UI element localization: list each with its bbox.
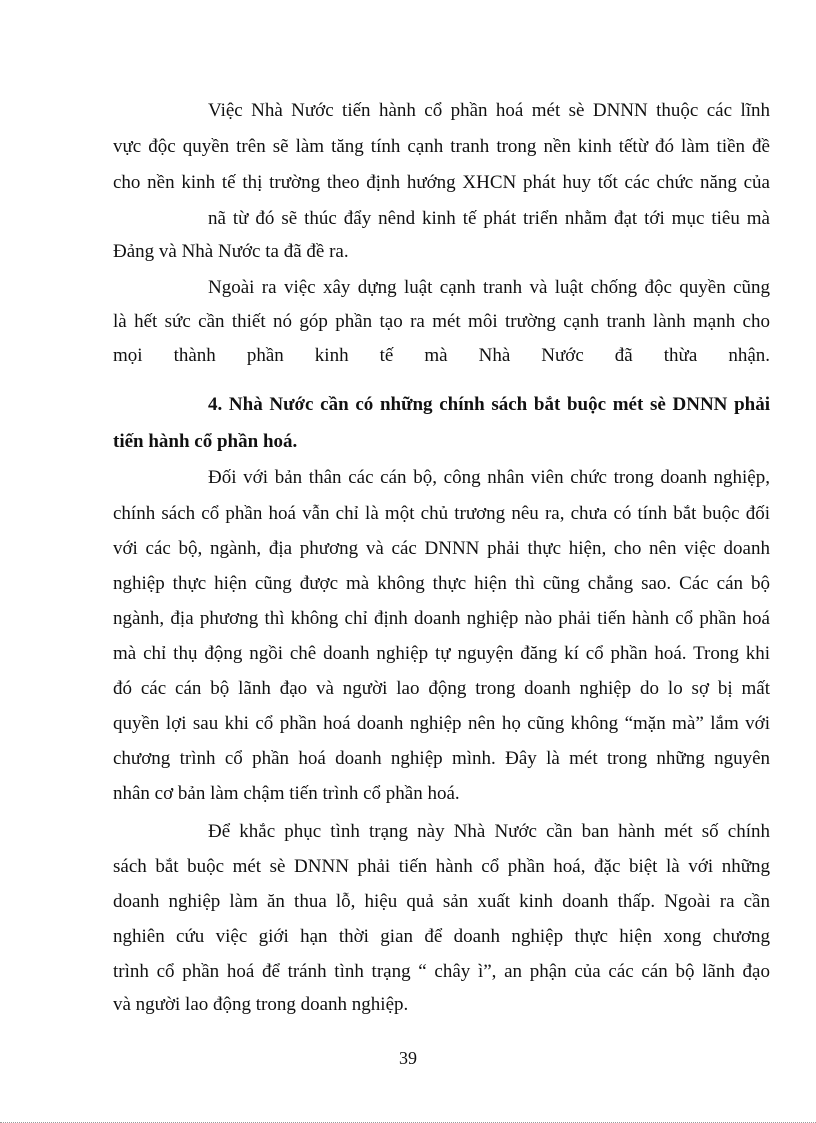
paragraph-3-line-6: mà chỉ thụ động ngồi chê doanh nghiệp tự nguyện đăng kí cổ phần hoá. Trong khi [113, 643, 770, 664]
section-heading-line-1: 4. Nhà Nước cần có những chính sách bắt buộc mét sè DNNN phải [208, 394, 770, 415]
paragraph-2-line-3: mọi thành phần kinh tế mà Nhà Nước đã thừa nhận. [113, 345, 770, 366]
paragraph-4-line-6: và người lao động trong doanh nghiệp. [113, 994, 409, 1015]
paragraph-2-line-1: Ngoài ra việc xây dựng luật cạnh tranh và luật chống độc quyền cũng [208, 277, 770, 298]
paragraph-1-line-5: Đảng và Nhà Nước ta đã đề ra. [113, 241, 349, 262]
paragraph-3-line-1: Đối với bản thân các cán bộ, công nhân viên chức trong doanh nghiệp, [208, 467, 770, 488]
paragraph-1-line-2: vực độc quyền trên sẽ làm tăng tính cạnh tranh trong nền kinh tếtừ đó làm tiền đề [113, 136, 770, 157]
paragraph-4-line-1: Để khắc phục tình trạng này Nhà Nước cần ban hành mét số chính [208, 821, 770, 842]
paragraph-3-line-3: với các bộ, ngành, địa phương và các DNNN phải thực hiện, cho nên việc doanh [113, 538, 770, 559]
paragraph-3-line-8: quyền lợi sau khi cổ phần hoá doanh nghiệp nên họ cũng không “mặn mà” lắm với [113, 713, 770, 734]
paragraph-2-line-2: là hết sức cần thiết nó góp phần tạo ra mét môi trường cạnh tranh lành mạnh cho [113, 311, 770, 332]
paragraph-4-line-4: nghiên cứu việc giới hạn thời gian để doanh nghiệp thực hiện xong chương [113, 926, 770, 947]
paragraph-4-line-3: doanh nghiệp làm ăn thua lỗ, hiệu quả sản xuất kinh doanh thấp. Ngoài ra cần [113, 891, 770, 912]
paragraph-3-line-5: ngành, địa phương thì không chỉ định doanh nghiệp nào phải tiến hành cổ phần hoá [113, 608, 770, 629]
page-number: 39 [399, 1048, 417, 1068]
paragraph-1-line-3: cho nền kinh tế thị trường theo định hướng XHCN phát huy tốt các chức năng của [113, 172, 770, 193]
paragraph-3-line-10: nhân cơ bản làm chậm tiến trình cổ phần hoá. [113, 783, 460, 804]
paragraph-4-line-5: trình cổ phần hoá để tránh tình trạng “ chây ì”, an phận của các cán bộ lãnh đạo [113, 961, 770, 982]
paragraph-1-line-1: Việc Nhà Nước tiến hành cổ phần hoá mét sè DNNN thuộc các lĩnh [208, 100, 770, 121]
paragraph-3-line-4: nghiệp thực hiện cũng được mà không thực hiện thì cũng chẳng sao. Các cán bộ [113, 573, 770, 594]
paragraph-3-line-2: chính sách cổ phần hoá vẫn chỉ là một chủ trương nêu ra, chưa có tính bắt buộc đối [113, 503, 770, 524]
paragraph-3-line-7: đó các cán bộ lãnh đạo và người lao động trong doanh nghiệp do lo sợ bị mất [113, 678, 770, 699]
section-heading-line-2: tiến hành cổ phần hoá. [113, 431, 298, 452]
paragraph-4-line-2: sách bắt buộc mét sè DNNN phải tiến hành cổ phần hoá, đặc biệt là với những [113, 856, 770, 877]
paragraph-3-line-9: chương trình cổ phần hoá doanh nghiệp mình. Đây là mét trong những nguyên [113, 748, 770, 769]
paragraph-1-line-4: nã từ đó sẽ thúc đẩy nênd kinh tế phát triển nhằm đạt tới mục tiêu mà [208, 208, 770, 229]
